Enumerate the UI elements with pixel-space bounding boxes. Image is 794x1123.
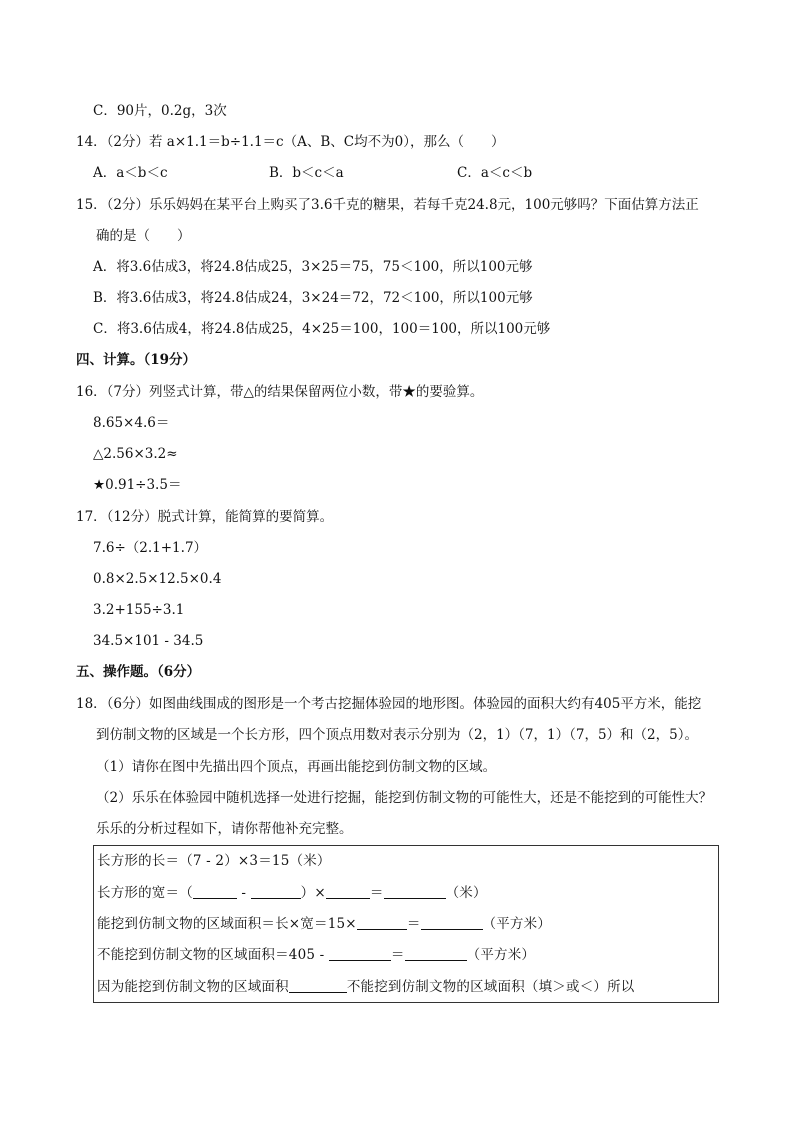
width-text-c: ）× — [300, 885, 326, 901]
q14-stem: 14．（2分）若 a×1.1＝b÷1.1＝c（A、B、C均不为0），那么（ ） — [76, 134, 505, 150]
q14-option-a[interactable]: A．a＜b＜c — [93, 165, 168, 181]
q15-stem-line1: 15．（2分）乐乐妈妈在某平台上购买了3.6千克的糖果，若每千克24.8元，100元够吗？下面估算方法正 — [76, 197, 699, 213]
q18-sub2-line2: 乐乐的分析过程如下，请你帮他补充完整。 — [96, 821, 353, 837]
conclusion-text-a: 因为能挖到仿制文物的区域面积 — [97, 979, 289, 995]
remain-text-c: （平方米） — [466, 947, 536, 963]
box-line-width — [97, 884, 487, 902]
q14-option-c[interactable]: C．a＜c＜b — [457, 165, 533, 181]
q17-item-4: 34.5×101 - 34.5 — [93, 633, 204, 649]
q17-item-3: 3.2+155÷3.1 — [93, 602, 185, 618]
conclusion-blank[interactable] — [289, 978, 347, 993]
area-text-a: 能挖到仿制文物的区域面积＝长×宽＝15× — [97, 916, 357, 932]
q18-sub2-line1: （2）乐乐在体验园中随机选择一处进行挖掘，能挖到仿制文物的可能性大，还是不能挖到的可能性大？ — [96, 790, 713, 806]
width-blank-3[interactable] — [326, 884, 370, 899]
area-text-b: ＝ — [406, 916, 421, 932]
box-line-conclusion — [97, 978, 635, 996]
width-text-e: （米） — [445, 885, 487, 901]
analysis-box — [93, 845, 719, 1003]
box-line-area — [97, 915, 551, 933]
width-text-b: - — [236, 885, 251, 901]
q15-option-c[interactable]: C．将3.6估成4，将24.8估成25，4×25＝100，100＝100，所以100元够 — [93, 321, 551, 337]
q13-option-c: C．90片，0.2g，3次 — [93, 103, 227, 119]
width-text-d: ＝ — [369, 885, 384, 901]
section4-heading: 四、计算。（19分） — [76, 352, 197, 368]
remain-text-b: ＝ — [390, 947, 405, 963]
q18-stem-line1: 18．（6分）如图曲线围成的图形是一个考古挖掘体验园的地形图。体验园的面积大约有405平方米，能挖 — [76, 696, 702, 712]
width-blank-1[interactable] — [193, 884, 237, 899]
q16-item-3: ★0.91÷3.5＝ — [93, 477, 182, 493]
q14-option-b[interactable]: B．b＜c＜a — [269, 165, 344, 181]
conclusion-text-b: 不能挖到仿制文物的区域面积（填＞或＜）所以 — [346, 979, 635, 995]
box-line-length: 长方形的长＝（7 - 2）×3＝15（米） — [97, 853, 331, 869]
area-blank-2[interactable] — [421, 915, 483, 930]
q14-options — [93, 164, 532, 182]
q18-sub1: （1）请你在图中先描出四个顶点，再画出能挖到仿制文物的区域。 — [96, 759, 497, 775]
q15-option-a[interactable]: A．将3.6估成3，将24.8估成25，3×25＝75，75＜100，所以100元够 — [93, 259, 533, 275]
remain-blank-2[interactable] — [405, 946, 467, 961]
q17-item-2: 0.8×2.5×12.5×0.4 — [93, 571, 222, 587]
width-text-a: 长方形的宽＝（ — [97, 885, 193, 901]
q18-stem-line2: 到仿制文物的区域是一个长方形，四个顶点用数对表示分别为（2，1）（7，1）（7，5）和（2，5）。 — [96, 727, 698, 743]
q16-stem: 16．（7分）列竖式计算，带△的结果保留两位小数，带★的要验算。 — [76, 384, 484, 400]
q16-item-1: 8.65×4.6＝ — [93, 415, 170, 431]
width-blank-4[interactable] — [384, 884, 446, 899]
q17-item-1: 7.6÷（2.1+1.7） — [93, 540, 208, 556]
q17-stem: 17．（12分）脱式计算，能简算的要简算。 — [76, 509, 334, 525]
box-line-remaining-area — [97, 946, 535, 964]
remain-text-a: 不能挖到仿制文物的区域面积＝405 - — [97, 947, 329, 963]
area-blank-1[interactable] — [357, 915, 407, 930]
q16-item-2: △2.56×3.2≈ — [93, 446, 178, 462]
q15-option-b[interactable]: B．将3.6估成3，将24.8估成24，3×24＝72，72＜100，所以100元够 — [93, 290, 533, 306]
q15-stem-line2: 确的是（ ） — [96, 228, 191, 244]
area-text-c: （平方米） — [482, 916, 552, 932]
section5-heading: 五、操作题。（6分） — [76, 664, 201, 680]
width-blank-2[interactable] — [251, 884, 301, 899]
remain-blank-1[interactable] — [329, 946, 391, 961]
